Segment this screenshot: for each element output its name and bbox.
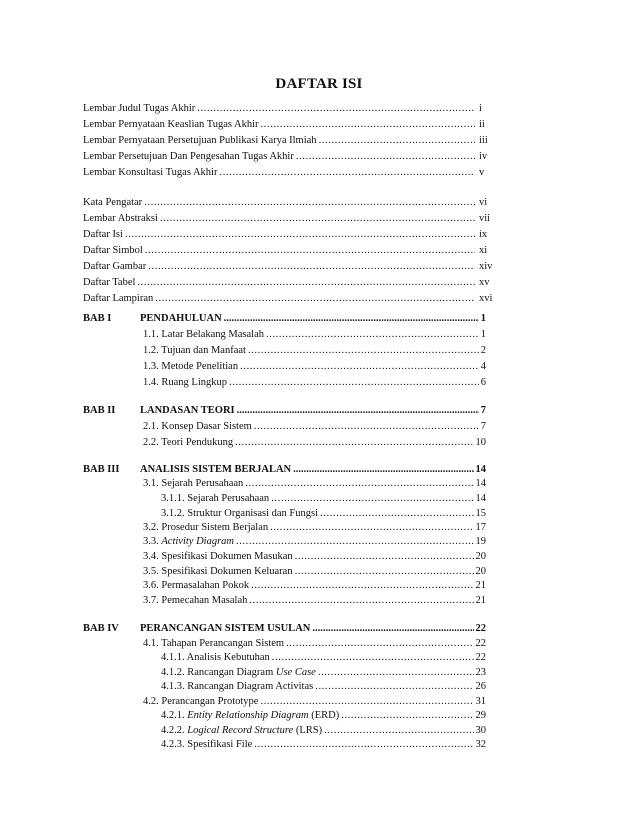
toc-entry-label: 4.2.3. Spesifikasi File [161, 739, 253, 750]
toc-entry-page: 21 [475, 595, 486, 606]
toc-entry-label-prefix: 4.2.2. [161, 725, 188, 736]
chapter-page: 14 [475, 464, 486, 475]
toc-entry [161, 724, 486, 738]
toc-entry-page: 20 [475, 551, 486, 562]
toc-entry-page: 23 [475, 667, 486, 678]
dot-leader [248, 344, 479, 358]
toc-entry-label: Lembar Judul Tugas Akhir [83, 103, 196, 114]
toc-entry-label: Daftar Gambar [83, 261, 147, 272]
toc-entry [143, 535, 486, 549]
toc-entry-label [161, 709, 339, 723]
toc-entry-label: 3.7. Pemecahan Masalah [143, 595, 248, 606]
toc-entry-label: 1.1. Latar Belakang Masalah [143, 329, 264, 340]
dot-leader [271, 492, 473, 506]
toc-entry-page: vi [479, 197, 488, 208]
toc-entry-label-suffix: (ERD) [308, 710, 340, 721]
toc-entry-label: Lembar Abstraksi [83, 213, 158, 224]
chapter-title-label: ANALISIS SISTEM BERJALAN [140, 464, 292, 475]
chapter-page: 1 [480, 313, 486, 324]
toc-entry-label: 3.6. Permasalahan Pokok [143, 580, 250, 591]
toc-entry [143, 637, 486, 651]
toc-entry [83, 212, 501, 226]
dot-leader [160, 212, 475, 226]
toc-entry [83, 102, 501, 116]
toc-entry-label-emphasis: Entity Relationship Diagram [187, 710, 309, 721]
toc-entry-page: 22 [475, 652, 486, 663]
toc-entry-page: 21 [475, 580, 486, 591]
toc-entry [161, 651, 486, 665]
dot-leader [235, 436, 473, 450]
toc-entry-label: Daftar Tabel [83, 277, 136, 288]
dot-leader [245, 477, 473, 491]
toc-entry [83, 134, 501, 148]
toc-entry-label-prefix: 3.3. [143, 536, 162, 547]
toc-entry-label [143, 535, 234, 549]
toc-entry-page: 14 [475, 478, 486, 489]
toc-entry-page: 32 [475, 739, 486, 750]
toc-entry-label [161, 666, 316, 680]
toc-entry-label-prefix: 4.2.1. [161, 710, 188, 721]
toc-entry-label: 3.2. Prosedur Sistem Berjalan [143, 522, 269, 533]
toc-entry-page: 19 [475, 536, 486, 547]
toc-entry [143, 376, 486, 390]
dot-leader [249, 594, 473, 608]
toc-entry-page: 14 [475, 493, 486, 504]
dot-leader [237, 404, 479, 418]
toc-entry-label: 1.2. Tujuan dan Manfaat [143, 345, 246, 356]
toc-entry-page: 6 [480, 377, 486, 388]
toc-entry [83, 166, 501, 180]
dot-leader [125, 228, 475, 242]
dot-leader [254, 420, 479, 434]
dot-leader [272, 651, 474, 665]
toc-entry [83, 196, 501, 210]
dot-leader [148, 260, 475, 274]
toc-entry [161, 666, 486, 680]
dot-leader [236, 535, 474, 549]
toc-entry [143, 360, 486, 374]
toc-entry-label: 3.5. Spesifikasi Dokumen Keluaran [143, 566, 293, 577]
toc-entry-label: Lembar Pernyataan Persetujuan Publikasi Karya Ilmiah [83, 135, 317, 146]
toc-entry-page: xv [479, 277, 490, 288]
toc-entry-page: 15 [475, 508, 486, 519]
toc-entry-label: 3.1. Sejarah Perusahaan [143, 478, 244, 489]
toc-entry [83, 118, 501, 132]
toc-entry [83, 292, 501, 306]
dot-leader [315, 680, 473, 694]
chapter-title-label: LANDASAN TEORI [140, 405, 235, 416]
toc-entry-label-emphasis: Use Case [275, 667, 316, 678]
chapter-title [140, 463, 486, 477]
toc-entry [143, 420, 486, 434]
toc-entry [83, 260, 501, 274]
toc-entry-page: xvi [479, 293, 493, 304]
toc-entry-label-emphasis: Logical Record Structure [187, 725, 294, 736]
chapter-page: 7 [480, 405, 486, 416]
dot-leader [240, 360, 479, 374]
dot-leader [312, 622, 473, 636]
toc-entry-label: 3.4. Spesifikasi Dokumen Masukan [143, 551, 293, 562]
toc-entry-page: v [479, 167, 485, 178]
toc-entry-page: 29 [475, 710, 486, 721]
chapter-title [140, 312, 486, 326]
toc-entry-page: iv [479, 151, 488, 162]
toc-entry-page: xiv [479, 261, 493, 272]
dot-leader [318, 666, 474, 680]
chapter-title-label: PENDAHULUAN [140, 313, 222, 324]
chapter-title [140, 622, 486, 636]
dot-leader [145, 244, 475, 258]
toc-entry [143, 695, 486, 709]
toc-entry-label: 4.1.3. Rancangan Diagram Activitas [161, 681, 314, 692]
toc-entry-page: 17 [475, 522, 486, 533]
toc-entry-page: 20 [475, 566, 486, 577]
toc-entry [143, 436, 486, 450]
toc-entry-page: 2 [480, 345, 486, 356]
toc-entry-page: iii [479, 135, 488, 146]
toc-entry-page: 10 [475, 437, 486, 448]
toc-entry-page: 7 [480, 421, 486, 432]
dot-leader [261, 118, 475, 132]
toc-entry-label: Daftar Isi [83, 229, 123, 240]
toc-entry [143, 477, 486, 491]
dot-leader [137, 276, 475, 290]
dot-leader [295, 565, 474, 579]
chapter-title [140, 404, 486, 418]
toc-entry-label: Lembar Konsultasi Tugas Akhir [83, 167, 218, 178]
toc-entry-page: 31 [475, 696, 486, 707]
toc-entry-page: vii [479, 213, 491, 224]
chapter-title-label: PERANCANGAN SISTEM USULAN [140, 623, 311, 634]
toc-entry [83, 228, 501, 242]
toc-entry-page: ii [479, 119, 485, 130]
toc-entry [161, 738, 486, 752]
toc-entry [83, 244, 501, 258]
toc-entry [161, 492, 486, 506]
toc-entry-label: Lembar Pernyataan Keaslian Tugas Akhir [83, 119, 259, 130]
toc-entry [161, 709, 486, 723]
page-title: DAFTAR ISI [275, 76, 363, 92]
toc-entry [143, 328, 486, 342]
toc-entry [143, 579, 486, 593]
toc-entry [143, 550, 486, 564]
toc-entry-label: 4.2. Perancangan Prototype [143, 696, 259, 707]
dot-leader [219, 166, 475, 180]
toc-entry [143, 594, 486, 608]
toc-entry-label: 4.1.1. Analisis Kebutuhan [161, 652, 270, 663]
toc-entry-label-suffix: (LRS) [293, 725, 323, 736]
toc-entry [161, 680, 486, 694]
toc-entry-label: 3.1.1. Sejarah Perusahaan [161, 493, 270, 504]
chapter-number: BAB III [83, 464, 120, 475]
toc-entry [143, 521, 486, 535]
toc-entry-label: Daftar Simbol [83, 245, 143, 256]
toc-entry [143, 344, 486, 358]
toc-entry-page: 30 [475, 725, 486, 736]
toc-entry-label: 3.1.2. Struktur Organisasi dan Fungsi [161, 508, 319, 519]
toc-entry-page: 4 [480, 361, 486, 372]
chapter-number: BAB IV [83, 623, 119, 634]
toc-entry-label: 1.4. Ruang Lingkup [143, 377, 227, 388]
chapter-number: BAB II [83, 405, 116, 416]
toc-entry-label-prefix: 4.1.2. Rancangan Diagram [161, 667, 276, 678]
toc-entry-page: 1 [480, 329, 486, 340]
dot-leader [295, 550, 474, 564]
toc-entry-page: ix [479, 229, 488, 240]
toc-entry-label: 2.1. Konsep Dasar Sistem [143, 421, 252, 432]
toc-entry-page: xi [479, 245, 488, 256]
dot-leader [155, 292, 475, 306]
dot-leader [293, 463, 473, 477]
toc-entry-label [161, 724, 322, 738]
dot-leader [254, 738, 473, 752]
dot-leader [319, 134, 475, 148]
dot-leader [341, 709, 473, 723]
dot-leader [296, 150, 475, 164]
toc-entry-label: Kata Pengatar [83, 197, 143, 208]
dot-leader [229, 376, 479, 390]
dot-leader [197, 102, 475, 116]
dot-leader [286, 637, 473, 651]
toc-entry [83, 276, 501, 290]
toc-entry-label: 4.1. Tahapan Perancangan Sistem [143, 638, 285, 649]
dot-leader [260, 695, 473, 709]
chapter-page: 22 [475, 623, 486, 634]
dot-leader [324, 724, 473, 738]
dot-leader [266, 328, 479, 342]
toc-entry [83, 150, 501, 164]
toc-entry [161, 507, 486, 521]
toc-entry-page: i [479, 103, 482, 114]
toc-entry-label: 2.2. Teori Pendukung [143, 437, 234, 448]
toc-entry-label: Lembar Persetujuan Dan Pengesahan Tugas Akhir [83, 151, 294, 162]
toc-entry [143, 565, 486, 579]
dot-leader [251, 579, 473, 593]
dot-leader [224, 312, 479, 326]
toc-entry-label-emphasis: Activity Diagram [161, 536, 234, 547]
chapter-number: BAB I [83, 313, 112, 324]
dot-leader [270, 521, 473, 535]
toc-entry-label: 1.3. Metode Penelitian [143, 361, 239, 372]
dot-leader [144, 196, 475, 210]
toc-entry-page: 22 [475, 638, 486, 649]
toc-entry-label: Daftar Lampiran [83, 293, 154, 304]
toc-entry-page: 26 [475, 681, 486, 692]
dot-leader [320, 507, 473, 521]
